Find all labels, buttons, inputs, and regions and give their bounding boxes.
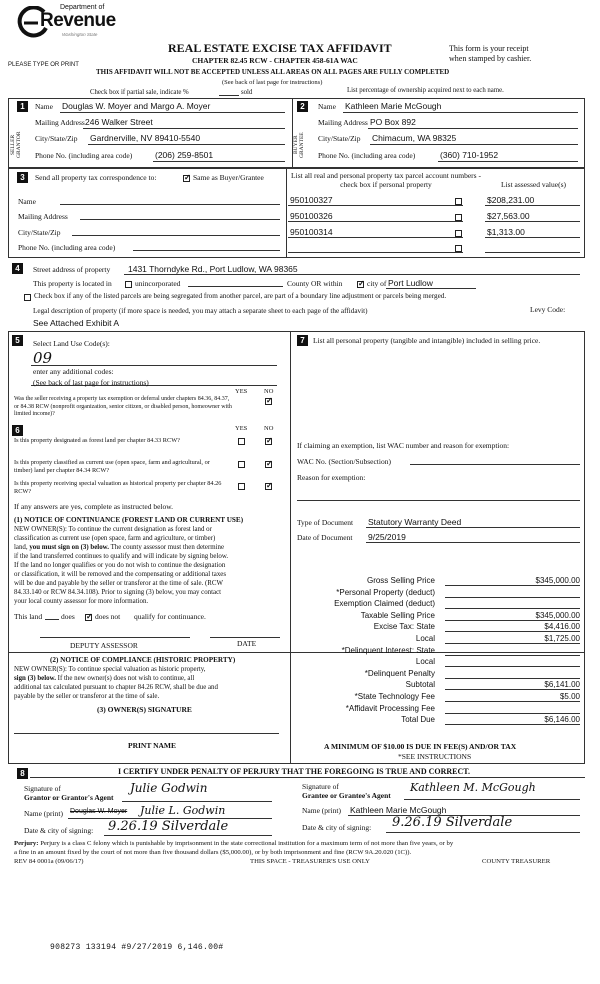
same-as-buyer-label: Same as Buyer/Grantee [193, 173, 264, 182]
grantee-sig-of: Signature of [302, 782, 339, 791]
assessed-value-2[interactable]: $27,563.00 [487, 211, 530, 221]
same-as-buyer-checkbox[interactable] [183, 173, 190, 182]
corr-phone-label: Phone No. (including area code) [18, 243, 116, 252]
revenue-logo [14, 4, 124, 46]
city-of-label: city of [367, 279, 387, 288]
grantee-sig-line [404, 799, 580, 800]
does-label: does [61, 612, 75, 621]
grantee-name[interactable]: Kathleen Marie McGough [350, 805, 447, 815]
current-use-no-checkbox[interactable] [265, 459, 272, 468]
yes-header-6: YES [235, 425, 248, 432]
notice-continuance-d: if the land transferred continues to qualify and will indicate by signing below. [14, 553, 229, 560]
grantee-date-city[interactable]: 9.26.19 Silverdale [392, 815, 513, 830]
assessed-value-3[interactable]: $1,313.00 [487, 227, 525, 237]
notice-compliance-c: additional tax calculated pursuant to chapter 84.26 RCW, shall be due and [14, 684, 218, 691]
wac-field[interactable] [410, 464, 580, 465]
perjury-line1: Perjury: Perjury is a class C felony which is punishable by imprisonment in the state correctional institution for a maximum term of not more than five years, or by [14, 840, 454, 847]
notice-continuance-f: or classification, it will be removed and the compensating or additional taxes [14, 571, 227, 578]
delinquent-penalty[interactable] [445, 669, 580, 679]
city-value[interactable]: Port Ludlow [388, 278, 433, 288]
grantor-name-typed: Douglas W. Moyer [70, 808, 128, 815]
seller-phone[interactable]: (206) 259-8501 [155, 150, 214, 160]
correspondence-label: Send all property tax correspondence to: [35, 173, 157, 182]
partial-sale-field[interactable] [219, 95, 239, 96]
does-not-checkbox[interactable] [85, 612, 92, 621]
form-title: REAL ESTATE EXCISE TAX AFFIDAVIT [168, 41, 392, 55]
grantee-date-line [386, 832, 580, 833]
seller-addr-line [83, 128, 285, 129]
personal-property-label: List all personal property (tangible and intangible) included in selling price. [313, 336, 541, 345]
buyer-phone-label: Phone No. (including area code) [318, 151, 416, 160]
historical-question: Is this property receiving special valuation as historical property per chapter 84.26 RCW? [14, 480, 222, 495]
personal-property-checkbox-3[interactable] [455, 228, 462, 237]
state-technology-fee[interactable]: $5.00 [445, 692, 580, 702]
street-address[interactable]: 1431 Thorndyke Rd., Port Ludlow, WA 98365 [128, 264, 298, 274]
deputy-line[interactable] [40, 637, 190, 638]
notice-continuance-i: your local county assessor for more information. [14, 598, 149, 605]
corr-city-field[interactable] [72, 235, 280, 236]
doc-type-line [366, 527, 580, 528]
parcel-number-2[interactable]: 950100326 [290, 211, 333, 221]
exemption-claimed[interactable] [445, 599, 580, 609]
additional-codes-label: enter any additional codes: [33, 367, 114, 376]
corr-name-field[interactable] [60, 204, 280, 205]
ownership-pct: List percentage of ownership acquired next to each name. [347, 87, 504, 94]
this-land-label: This land [14, 612, 43, 621]
reason-field[interactable] [297, 500, 580, 501]
seller-address[interactable]: 246 Walker Street [85, 117, 153, 127]
does-not-label: does not [95, 612, 121, 621]
doc-date-label: Date of Document [297, 533, 353, 542]
notice-continuance-g: will be due and payable by the seller or transferor at the time of sale. (RCW [14, 580, 223, 587]
total-due[interactable]: $6,146.00 [445, 715, 580, 725]
grantor-date-label: Date & city of signing: [24, 826, 94, 835]
personal-property-checkbox-2[interactable] [455, 212, 462, 221]
logo-name: Revenue [40, 10, 116, 31]
tax-table [300, 576, 580, 727]
current-use-yes-checkbox[interactable] [238, 459, 245, 468]
segregated-checkbox[interactable] [24, 292, 31, 301]
tax-row: *Personal Property (deduct) [300, 588, 580, 600]
located-in-label: This property is located in [33, 279, 112, 288]
legal-desc-label: Legal description of property (if more space is needed, you may attach a separate sheet to each page of the affidavit) [33, 307, 368, 315]
county-treasurer: COUNTY TREASURER [482, 858, 551, 865]
section-5-number: 5 [12, 335, 23, 346]
assessed-line-4 [485, 252, 580, 253]
if-yes-instruction: If any answers are yes, complete as instructed below. [14, 502, 174, 511]
treasurer-space: THIS SPACE - TREASURER'S USE ONLY [250, 858, 371, 865]
grantee-name-label: Name (print) [302, 806, 341, 815]
buyer-name-line [343, 112, 578, 113]
parcel-line-4 [288, 252, 463, 253]
subtotal[interactable]: $6,141.00 [445, 680, 580, 690]
see-back-header: (See back of last page for instructions) [222, 79, 323, 86]
personal-property-checkbox-4[interactable] [455, 243, 462, 252]
legal-description[interactable]: See Attached Exhibit A [33, 318, 120, 328]
land-use-label: Select Land Use Code(s): [33, 339, 110, 348]
notice-compliance-a: NEW OWNER(S): To continue special valuation as historic property, [14, 666, 206, 673]
claiming-exemption-label: If claiming an exemption, list WAC number and reason for exemption: [297, 441, 510, 450]
grantee-signature[interactable]: Kathleen M. McGough [410, 781, 536, 794]
owner-signature-line[interactable] [14, 733, 279, 734]
partial-sale-sold: sold [241, 89, 253, 96]
form-revision: REV 84 0001a (09/06/17) [14, 858, 84, 865]
buyer-city-label: City/State/Zip [318, 134, 361, 143]
affidavit-processing-fee[interactable] [445, 704, 580, 714]
notice-continuance-a: NEW OWNER(S): To continue the current designation as forest land or [14, 526, 212, 533]
reason-label: Reason for exemption: [297, 473, 366, 482]
land-use-line [31, 365, 277, 366]
delinquent-interest-state[interactable] [445, 646, 580, 656]
tax-row: Taxable Selling Price $345,000.00 [360, 610, 580, 620]
buyer-addr-line [368, 128, 578, 129]
buyer-city-line [370, 144, 578, 145]
logo-dept: Department of [60, 4, 105, 11]
tax-row: *Affidavit Processing Fee [300, 704, 580, 716]
tax-row: Local [300, 657, 580, 669]
unincorporated-checkbox[interactable] [125, 279, 132, 288]
does-blank [45, 619, 59, 620]
assessed-value-1[interactable]: $208,231.00 [487, 195, 535, 205]
section-2-number: 2 [297, 101, 308, 112]
section-6-number: 6 [12, 425, 23, 436]
doc-date-line [366, 542, 580, 543]
divider [8, 653, 9, 763]
seller-phone-line [153, 161, 285, 162]
county-or-label: County OR within [287, 279, 343, 288]
exempt-no-checkbox[interactable] [265, 396, 272, 405]
historical-no-checkbox[interactable] [265, 481, 272, 490]
seller-city[interactable]: Gardnerville, NV 89410-5540 [90, 133, 201, 143]
street-line [124, 274, 580, 275]
tax-row: Total Due $6,146.00 [401, 715, 580, 725]
not-accepted: THIS AFFIDAVIT WILL NOT BE ACCEPTED UNLESS ALL AREAS ON ALL PAGES ARE FULLY COMPLETED [96, 68, 450, 76]
exempt-yes-checkbox[interactable] [238, 396, 245, 405]
current-use-question: Is this property classified as current use (open space, farm and agricultural, or timber) land per chapter 84.34 RCW? [14, 459, 210, 474]
no-header-5: NO [264, 388, 274, 395]
seller-addr-label: Mailing Address [35, 118, 85, 127]
gross-selling-price[interactable]: $345,000.00 [445, 576, 580, 586]
personal-property-checkbox-1[interactable] [455, 196, 462, 205]
corr-name-label: Name [18, 197, 36, 206]
grantor-name-label: Name (print) [24, 809, 63, 818]
excise-tax-local[interactable]: $1,725.00 [445, 634, 580, 644]
doc-type-value[interactable]: Statutory Warranty Deed [368, 517, 462, 527]
corr-city-label: City/State/Zip [18, 228, 61, 237]
land-use-see-back: (See back of last page for instructions) [33, 378, 149, 387]
forest-no-checkbox[interactable] [265, 436, 272, 445]
tax-row: Local $1,725.00 [415, 633, 580, 643]
tax-row: Subtotal $6,141.00 [405, 680, 580, 690]
grantor-agent-label: Grantor or Grantor's Agent [24, 793, 114, 802]
segregated-label: Check box if any of the listed parcels are being segregated from another parcel, are part of a boundary line adjustment or parcels being merged. [34, 292, 447, 300]
parcel-number-3[interactable]: 950100314 [290, 227, 333, 237]
tax-row: *Delinquent Interest: State [300, 646, 580, 658]
section-7-number: 7 [297, 335, 308, 346]
section-4-number: 4 [12, 263, 23, 274]
seller-city-line [88, 144, 285, 145]
owner-signature-title: (3) OWNER(S) SIGNATURE [97, 705, 192, 714]
corr-addr-label: Mailing Address [18, 212, 68, 221]
doc-type-label: Type of Document [297, 518, 354, 527]
yes-header-5: YES [235, 388, 248, 395]
divider [290, 653, 291, 763]
parcel-line-2 [288, 221, 463, 222]
delinquent-interest-local[interactable] [445, 657, 580, 667]
street-label: Street address of property [33, 265, 111, 274]
notice-compliance-d: payable by the seller or transferor at the time of sale. [14, 693, 160, 700]
receipt-stamp: 908273 133194 #9/27/2019 6,146.00# [50, 943, 224, 952]
deputy-date-label: DATE [237, 639, 257, 648]
please-type: PLEASE TYPE OR PRINT [8, 62, 79, 68]
historical-yes-checkbox[interactable] [238, 481, 245, 490]
exemption-question: Was the seller receiving a property tax exemption or deferral under chapters 84.36, 84.37, or 84.38 RCW (nonprofit organization, senior citizen, or disabled person, homeowner with limited income)? [14, 396, 232, 417]
divider [584, 653, 585, 763]
parcel-line-1 [288, 205, 463, 206]
city-line [386, 288, 476, 289]
partial-sale-label: Check box if partial sale, indicate % [90, 89, 189, 96]
notice-continuance-b: classification as current use (open space, farm and agriculture, or timber) [14, 535, 216, 542]
receipt-line1: This form is your receipt [449, 44, 529, 53]
parcel-line-3 [288, 237, 463, 238]
certify-underline [30, 777, 585, 778]
deputy-assessor-label: DEPUTY ASSESSOR [70, 641, 138, 650]
land-use-code[interactable]: 09 [33, 349, 53, 367]
seller-city-label: City/State/Zip [35, 134, 78, 143]
forest-yes-checkbox[interactable] [238, 436, 245, 445]
print-name-label: PRINT NAME [128, 741, 176, 750]
buyer-name-label: Name [318, 102, 336, 111]
assessed-line-3 [485, 237, 580, 238]
seller-name-label: Name [35, 102, 53, 111]
city-of-checkbox[interactable] [357, 279, 364, 288]
corr-addr-field[interactable] [80, 219, 280, 220]
wac-label: WAC No. (Section/Subsection) [297, 457, 391, 466]
tax-row: Gross Selling Price $345,000.00 [366, 576, 580, 585]
tax-row: *Delinquent Penalty [300, 669, 580, 681]
excise-tax-state[interactable]: $4,416.00 [445, 622, 580, 632]
seller-grantor-label: SELLER GRANTOR [10, 131, 22, 159]
perjury-line2: a fine in an amount fixed by the court of not more than five thousand dollars ($5,000.00), or by both imprisonment and fine (RCW 9A.20.020 (1C)). [14, 849, 412, 856]
grantee-date-label: Date & city of signing: [302, 823, 372, 832]
no-header-6: NO [264, 425, 274, 432]
levy-code-label: Levy Code: [530, 305, 566, 314]
parcel-header: List all real and personal property tax parcel account numbers - check box if personal property [291, 171, 481, 189]
assessed-line-2 [485, 221, 580, 222]
doc-date-value[interactable]: 9/25/2019 [368, 532, 406, 542]
see-instructions: *SEE INSTRUCTIONS [398, 752, 472, 761]
tax-row: Excise Tax: State $4,416.00 [373, 622, 580, 632]
tax-row: *State Technology Fee $5.00 [354, 691, 580, 701]
section-3-number: 3 [17, 172, 28, 183]
notice-compliance-title: (2) NOTICE OF COMPLIANCE (HISTORIC PROPERTY) [50, 656, 236, 664]
forest-land-question: Is this property designated as forest land per chapter 84.33 RCW? [14, 437, 180, 444]
county-field[interactable] [188, 286, 283, 287]
taxable-selling-price[interactable]: $345,000.00 [445, 611, 580, 621]
buyer-address[interactable]: PO Box 892 [370, 117, 416, 127]
grantor-sig-of: Signature of [24, 784, 61, 793]
tax-row: Exemption Claimed (deduct) [300, 599, 580, 611]
grantor-date-city[interactable]: 9.26.19 Silverdale [108, 819, 229, 834]
notice-continuance-c: land, you must sign on (3) below. The county assessor must then determine [14, 544, 225, 551]
divider [286, 168, 287, 258]
section-1-number: 1 [17, 101, 28, 112]
buyer-name[interactable]: Kathleen Marie McGough [345, 101, 442, 111]
grantor-name-handwritten[interactable]: Julie L. Godwin [140, 804, 226, 817]
divider [8, 763, 585, 764]
buyer-phone[interactable]: (360) 710-1952 [440, 150, 499, 160]
notice-continuance-h: 84.33.140 or RCW 84.34.108). Prior to signing (3) below, you may contact [14, 589, 222, 596]
logo-state: Washington State [62, 32, 98, 37]
buyer-phone-line [438, 161, 578, 162]
grantee-agent-label: Grantee or Grantee's Agent [302, 791, 391, 800]
seller-phone-label: Phone No. (including area code) [35, 151, 133, 160]
grantor-date-line [104, 835, 272, 836]
receipt-line2: when stamped by cashier. [449, 54, 532, 63]
chapter-line: CHAPTER 82.45 RCW - CHAPTER 458-61A WAC [192, 56, 358, 65]
unincorporated-label: unincorporated [135, 279, 181, 288]
buyer-grantee-label: BUYER GRANTEE [293, 132, 305, 158]
notice-continuance-title: (1) NOTICE OF CONTINUANCE (FOREST LAND OR CURRENT USE) [14, 516, 244, 524]
certify-statement: I CERTIFY UNDER PENALTY OF PERJURY THAT THE FOREGOING IS TRUE AND CORRECT. [118, 767, 471, 776]
notice-continuance-e: If the land no longer qualifies or you do not wish to continue the designation [14, 562, 226, 569]
buyer-city[interactable]: Chimacum, WA 98325 [372, 133, 457, 143]
personal-property-deduct[interactable] [445, 588, 580, 598]
assessed-header: List assessed value(s) [501, 180, 566, 189]
section-8-number: 8 [17, 768, 28, 779]
minimum-fee-notice: A MINIMUM OF $10.00 IS DUE IN FEE(S) AND/OR TAX [324, 742, 517, 751]
seller-name[interactable]: Douglas W. Moyer and Margo A. Moyer [62, 101, 211, 111]
notice-compliance-b: sign (3) below. If the new owner(s) does not wish to continue, all [14, 675, 195, 682]
grantor-sig-line [122, 801, 272, 802]
date-line[interactable] [210, 637, 280, 638]
seller-name-line [60, 112, 285, 113]
assessed-line-1 [485, 205, 580, 206]
qualify-label: qualify for continuance. [134, 612, 206, 621]
parcel-number-1[interactable]: 950100327 [290, 195, 333, 205]
grantor-signature[interactable]: Julie Godwin [130, 781, 208, 795]
buyer-addr-label: Mailing Address [318, 118, 368, 127]
corr-phone-field[interactable] [133, 250, 280, 251]
